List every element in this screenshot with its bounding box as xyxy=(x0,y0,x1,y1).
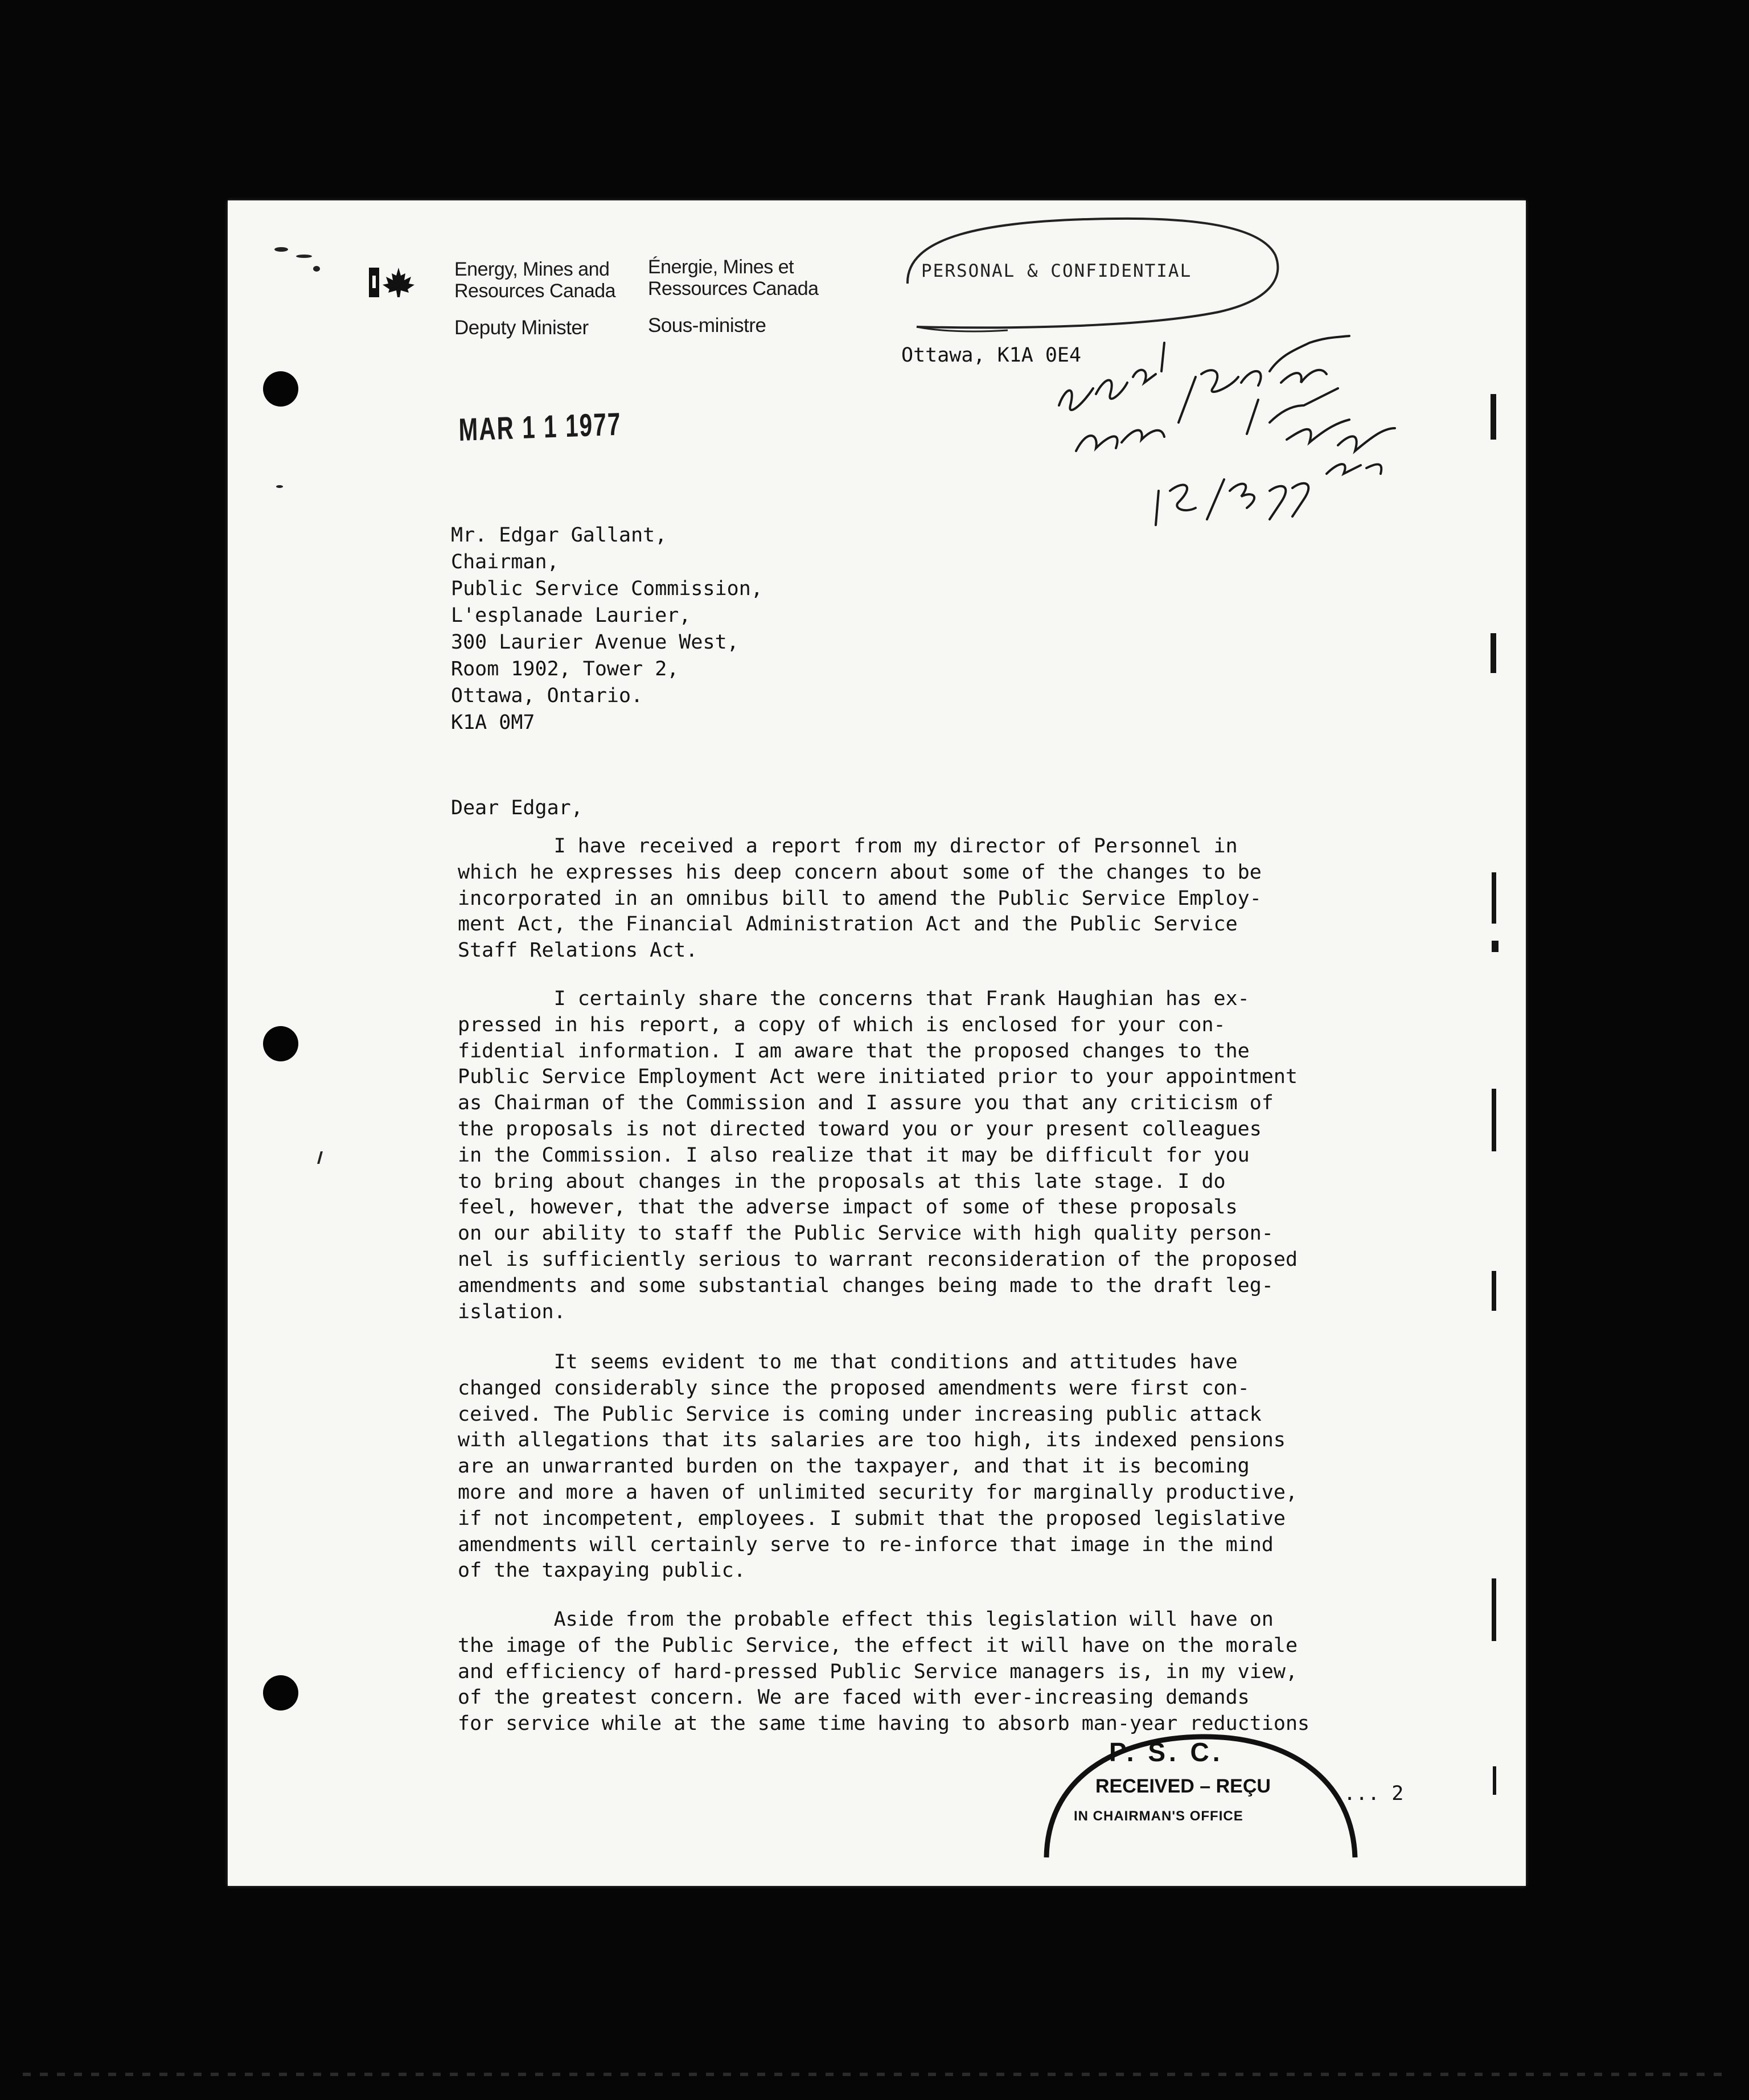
text-line: nel is sufficiently serious to warrant reconsideration of the proposed xyxy=(458,1248,1298,1271)
address-line: Public Service Commission, xyxy=(451,577,763,600)
text-line: with allegations that its salaries are too high, its indexed pensions xyxy=(458,1429,1286,1452)
date-stamp: MAR 1 1 1977 xyxy=(458,405,622,448)
ink-mark xyxy=(313,266,320,272)
ink-mark xyxy=(274,247,288,252)
text-line: pressed in his report, a copy of which is enclosed for your con- xyxy=(458,1013,1226,1036)
punch-hole xyxy=(263,371,298,407)
text-line: I certainly share the concerns that Frank Haughian has ex- xyxy=(458,987,1250,1010)
place-line: Ottawa, K1A 0E4 xyxy=(901,344,1082,367)
address-line: 300 Laurier Avenue West, xyxy=(451,631,739,654)
text-line: and efficiency of hard-pressed Public Service managers is, in my view, xyxy=(458,1660,1298,1683)
edge-mark xyxy=(1492,1089,1496,1151)
text-line: It seems evident to me that conditions and attitudes have xyxy=(458,1351,1238,1373)
text-line: ment Act, the Financial Administration Act and the Public Service xyxy=(458,913,1238,936)
text-line: in the Commission. I also realize that it may be difficult for you xyxy=(458,1143,1250,1167)
text-line: to bring about changes in the proposals at this late stage. I do xyxy=(458,1170,1226,1193)
punch-hole xyxy=(263,1675,298,1711)
text-line: fidential information. I am aware that the proposed changes to the xyxy=(458,1039,1250,1063)
address-line: Room 1902, Tower 2, xyxy=(451,658,679,680)
text-line: amendments and some substantial changes being made to the draft leg- xyxy=(458,1274,1274,1297)
recipient-address xyxy=(451,522,763,736)
edge-mark xyxy=(1492,941,1498,952)
salutation: Dear Edgar, xyxy=(451,797,583,819)
ink-mark xyxy=(296,255,312,258)
text-line: the image of the Public Service, the effect it will have on the morale xyxy=(458,1634,1298,1657)
text-line: feel, however, that the adverse impact of some of these proposals xyxy=(458,1196,1238,1219)
text-line: I have received a report from my director of Personnel in xyxy=(458,835,1238,858)
canada-flag-logo xyxy=(369,264,418,301)
text-line: changed considerably since the proposed amendments were first con- xyxy=(458,1376,1250,1400)
address-line: Mr. Edgar Gallant, xyxy=(451,524,667,547)
department-line: Resources Canada xyxy=(454,280,616,302)
ink-mark xyxy=(276,485,283,488)
text-line: of the greatest concern. We are faced with ever-increasing demands xyxy=(458,1686,1250,1709)
page-marker: ... 2 xyxy=(1344,1782,1404,1805)
edge-mark xyxy=(1491,394,1496,440)
ink-mark xyxy=(317,1151,334,1164)
text-line: ceived. The Public Service is coming under increasing public attack xyxy=(458,1402,1262,1426)
paragraph-1 xyxy=(458,834,1346,964)
department-name-fr xyxy=(648,256,819,300)
department-name-en xyxy=(454,259,615,302)
department-line: Energy, Mines and xyxy=(454,259,610,280)
text-line: of the taxpaying public. xyxy=(458,1559,746,1582)
text-line: as Chairman of the Commission and I assure you that any criticism of xyxy=(458,1092,1274,1115)
text-line: on our ability to staff the Public Service with high quality person- xyxy=(458,1222,1274,1245)
paragraph-3 xyxy=(458,1350,1346,1584)
address-line: K1A 0M7 xyxy=(451,711,535,734)
department-line: Ressources Canada xyxy=(648,278,819,300)
paragraph-2 xyxy=(458,986,1346,1325)
scan-edge-marks xyxy=(23,2073,1725,2076)
stamp-received: RECEIVED – REÇU xyxy=(1095,1775,1271,1797)
text-line: islation. xyxy=(458,1300,566,1323)
stamp-office: IN CHAIRMAN'S OFFICE xyxy=(1074,1808,1243,1824)
edge-mark xyxy=(1492,1271,1496,1311)
text-line: if not incompetent, employees. I submit that the proposed legislative xyxy=(458,1507,1286,1530)
text-line: for service while at the same time having to absorb man-year reductions xyxy=(458,1712,1310,1736)
edge-mark xyxy=(1492,872,1496,924)
letter-page xyxy=(228,200,1526,1886)
text-line: the proposals is not directed toward you or your present colleagues xyxy=(458,1117,1262,1141)
stamp-psc: P. S. C. xyxy=(1109,1737,1224,1767)
handwritten-annotation xyxy=(1042,320,1463,593)
text-line: which he expresses his deep concern about some of the changes to be xyxy=(458,860,1262,884)
text-line: Staff Relations Act. xyxy=(458,939,698,962)
address-line: L'esplanade Laurier, xyxy=(451,604,691,627)
text-line: amendments will certainly serve to re-inforce that image in the mind xyxy=(458,1533,1274,1556)
edge-mark xyxy=(1491,633,1496,673)
title-fr: Sous-ministre xyxy=(648,314,766,337)
punch-hole xyxy=(263,1026,298,1061)
address-line: Ottawa, Ontario. xyxy=(451,684,643,707)
confidential-marking: PERSONAL & CONFIDENTIAL xyxy=(921,261,1192,281)
department-line: Énergie, Mines et xyxy=(648,256,794,278)
edge-mark xyxy=(1492,1578,1496,1641)
address-line: Chairman, xyxy=(451,551,559,573)
text-line: are an unwarranted burden on the taxpayer, and that it is becoming xyxy=(458,1455,1250,1478)
text-line: Aside from the probable effect this legislation will have on xyxy=(458,1608,1274,1631)
text-line: Public Service Employment Act were initiated prior to your appointment xyxy=(458,1065,1298,1089)
text-line: incorporated in an omnibus bill to amend the Public Service Employ- xyxy=(458,887,1262,910)
text-line: more and more a haven of unlimited security for marginally productive, xyxy=(458,1480,1298,1504)
edge-mark xyxy=(1493,1766,1496,1795)
title-en: Deputy Minister xyxy=(454,317,589,339)
